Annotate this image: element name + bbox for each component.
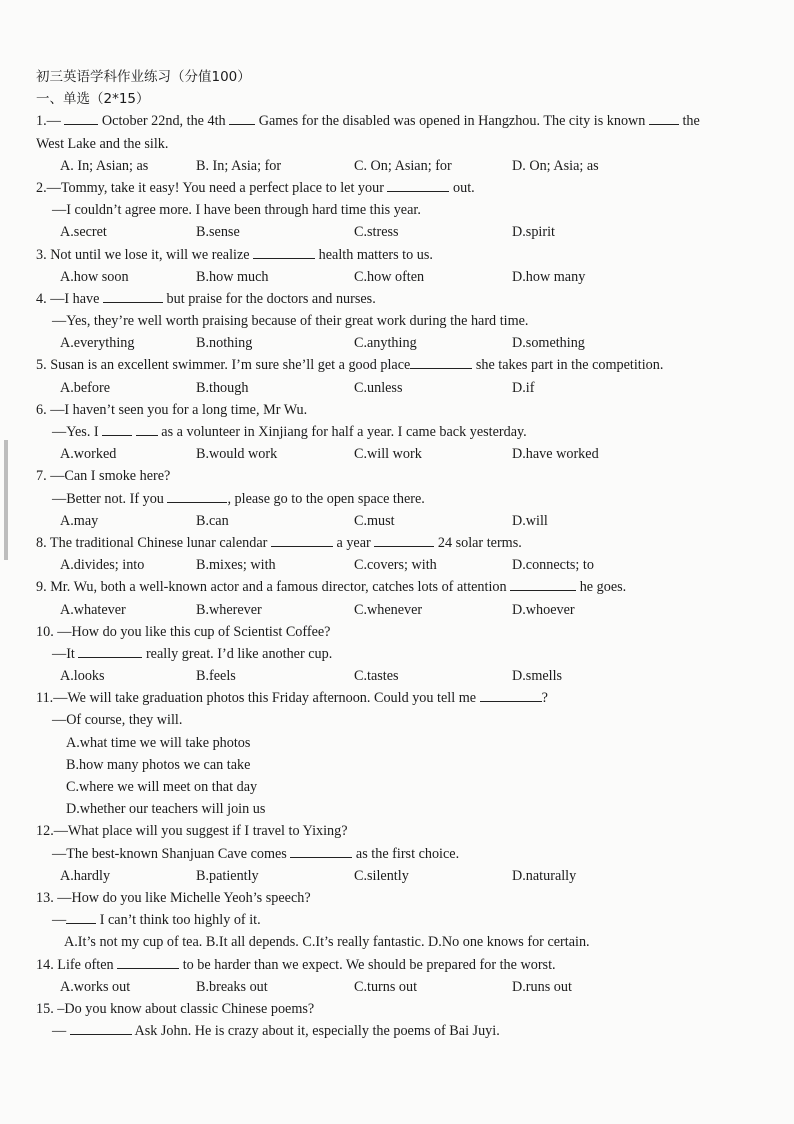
- option-b[interactable]: B.mixes; with: [196, 557, 276, 574]
- options-row: [36, 443, 766, 465]
- options-row: [36, 510, 766, 532]
- question-stem-continued: [36, 909, 766, 931]
- option-d[interactable]: D.spirit: [512, 224, 555, 241]
- question-6: [36, 399, 766, 466]
- options-row: [36, 221, 766, 243]
- option-a[interactable]: A.may: [60, 512, 99, 529]
- option-d[interactable]: D.if: [512, 379, 535, 396]
- option-c[interactable]: C.how often: [354, 268, 425, 285]
- option-d[interactable]: D.smells: [512, 668, 563, 685]
- question-stem: [36, 687, 766, 709]
- answer-blank[interactable]: [136, 421, 158, 436]
- question-text: October 22nd, the 4th: [98, 113, 230, 130]
- option-c[interactable]: C.tastes: [354, 668, 399, 685]
- question-stem-continued: [36, 843, 766, 865]
- question-text: —It: [52, 645, 79, 662]
- question-text: 13. —How do you like Michelle Yeoh’s speech?: [36, 889, 311, 906]
- question-text: 15. –Do you know about classic Chinese poems?: [36, 1000, 315, 1017]
- question-text: 24 solar terms.: [434, 534, 522, 551]
- question-stem-continued: —I couldn’t agree more. I have been through hard time this year.: [52, 202, 421, 219]
- answer-blank[interactable]: [290, 843, 352, 858]
- question-text: —Better not. If you: [52, 490, 168, 507]
- option-d[interactable]: D.whether our teachers will join us: [66, 801, 266, 818]
- option-c[interactable]: C. On; Asian; for: [354, 157, 452, 174]
- answer-blank[interactable]: [103, 288, 163, 303]
- option-c[interactable]: C.covers; with: [354, 557, 437, 574]
- option-d[interactable]: D.naturally: [512, 867, 577, 884]
- answer-blank[interactable]: [102, 421, 132, 436]
- question-text: Games for the disabled was opened in Hangzhou. The city is known: [255, 113, 649, 130]
- question-text: as the first choice.: [352, 845, 460, 862]
- question-text: 11.—We will take graduation photos this Friday afternoon. Could you tell me: [36, 690, 480, 707]
- option-a[interactable]: A.hardly: [60, 867, 111, 884]
- option-c[interactable]: C.stress: [354, 224, 399, 241]
- question-10: [36, 621, 766, 688]
- question-text: I can’t think too highly of it.: [96, 912, 261, 929]
- question-text: 3. Not until we lose it, will we realize: [36, 246, 254, 263]
- question-stem-continued: —Of course, they will.: [52, 712, 183, 729]
- question-stem: [36, 576, 766, 598]
- question-stem-continued: [36, 488, 766, 510]
- options-row: [36, 266, 766, 288]
- question-stem: [36, 399, 766, 421]
- answer-blank[interactable]: [229, 110, 255, 125]
- option-a[interactable]: A.works out: [60, 978, 131, 995]
- question-stem: [36, 998, 766, 1020]
- question-text: —Yes. I: [52, 424, 103, 440]
- scan-edge-mark: [4, 440, 8, 560]
- question-text: —: [52, 912, 67, 929]
- question-stem: [36, 954, 766, 976]
- question-text: —: [52, 1023, 70, 1040]
- options-row: [36, 976, 766, 998]
- option-b[interactable]: B.nothing: [196, 335, 253, 352]
- option-b[interactable]: B.though: [196, 379, 249, 396]
- option-a[interactable]: A.secret: [60, 224, 107, 241]
- question-text: —The best-known Shanjuan Cave comes: [52, 845, 291, 862]
- options-row: A.It’s not my cup of tea. B.It all depends. C.It’s really fantastic. D.No one knows for certain.: [64, 934, 590, 951]
- option-d[interactable]: D.have worked: [512, 446, 599, 463]
- question-text: 14. Life often: [36, 956, 118, 973]
- question-13: [36, 887, 766, 954]
- option-c[interactable]: C.unless: [354, 379, 403, 396]
- question-9: [36, 576, 766, 620]
- question-stem: [36, 354, 766, 376]
- option-a[interactable]: A.whatever: [60, 601, 126, 618]
- question-text: 4. —I have: [36, 290, 103, 307]
- question-stem: [36, 465, 766, 487]
- options-row: [36, 865, 766, 887]
- option-b[interactable]: B.how much: [196, 268, 269, 285]
- option-a[interactable]: A.what time we will take photos: [66, 734, 251, 751]
- option-a[interactable]: A.how soon: [60, 268, 129, 285]
- option-b[interactable]: B.sense: [196, 224, 240, 241]
- answer-blank[interactable]: [64, 110, 98, 125]
- question-text: 2.—Tommy, take it easy! You need a perfect place to let your: [36, 179, 388, 196]
- option-d[interactable]: D.something: [512, 335, 585, 352]
- option-a[interactable]: A. In; Asian; as: [60, 157, 149, 174]
- answer-blank[interactable]: [410, 354, 472, 369]
- question-stem: [36, 288, 766, 310]
- question-stem-continued: [36, 643, 766, 665]
- question-stem-continued: West Lake and the silk.: [36, 135, 169, 152]
- question-text: really great. I’d like another cup.: [142, 645, 333, 662]
- answer-blank[interactable]: [271, 532, 333, 547]
- question-stem: [36, 621, 766, 643]
- options-row: [36, 332, 766, 354]
- option-b[interactable]: B.patiently: [196, 867, 259, 884]
- question-text: health matters to us.: [315, 246, 433, 263]
- answer-blank[interactable]: [117, 954, 179, 969]
- option-c[interactable]: C.silently: [354, 867, 409, 884]
- answer-blank[interactable]: [387, 177, 449, 192]
- exercise-sheet: [36, 66, 766, 1042]
- option-c[interactable]: C.anything: [354, 335, 417, 352]
- question-stem-continued: [36, 1020, 766, 1042]
- option-b[interactable]: B.how many photos we can take: [66, 756, 251, 773]
- question-2: [36, 177, 766, 244]
- option-a[interactable]: A.divides; into: [60, 557, 145, 574]
- options-row: [36, 155, 766, 177]
- question-text: the: [678, 113, 700, 130]
- question-stem: [36, 532, 766, 554]
- question-stem-continued: [36, 421, 766, 443]
- option-b[interactable]: B. In; Asia; for: [196, 157, 282, 174]
- options-row: [36, 665, 766, 687]
- question-12: [36, 820, 766, 887]
- option-a[interactable]: A.looks: [60, 668, 105, 685]
- question-text: 7. —Can I smoke here?: [36, 468, 171, 485]
- page-title: 初三英语学科作业练习（分值100）: [36, 69, 251, 85]
- question-text: 8. The traditional Chinese lunar calendar: [36, 534, 271, 551]
- question-text: 5. Susan is an excellent swimmer. I’m sure she’ll get a good place: [36, 357, 411, 374]
- question-text: , please go to the open space there.: [227, 490, 425, 507]
- question-stem-continued: —Yes, they’re well worth praising because of their great work during the hard time.: [52, 313, 529, 330]
- question-8: [36, 532, 766, 576]
- question-text: 1.—: [36, 113, 65, 130]
- answer-blank[interactable]: [70, 1020, 132, 1035]
- question-3: [36, 244, 766, 288]
- options-row: [36, 377, 766, 399]
- question-text: as a volunteer in Xinjiang for half a year. I came back yesterday.: [157, 424, 527, 440]
- answer-blank[interactable]: [510, 576, 576, 591]
- question-text: but praise for the doctors and nurses.: [162, 290, 376, 307]
- option-b[interactable]: B.feels: [196, 668, 236, 685]
- question-text: out.: [449, 179, 475, 196]
- question-text: 12.—What place will you suggest if I travel to Yixing?: [36, 823, 348, 840]
- option-d[interactable]: D.how many: [512, 268, 586, 285]
- answer-blank[interactable]: [480, 687, 542, 702]
- question-text: a year: [332, 534, 375, 551]
- option-d[interactable]: D.connects; to: [512, 557, 594, 574]
- option-c[interactable]: C.where we will meet on that day: [66, 779, 258, 795]
- option-c[interactable]: C.turns out: [354, 978, 418, 995]
- option-b[interactable]: B.wherever: [196, 601, 262, 618]
- option-d[interactable]: D.runs out: [512, 978, 572, 995]
- answer-blank[interactable]: [167, 488, 227, 503]
- option-b[interactable]: B.can: [196, 512, 229, 529]
- question-text: Ask John. He is crazy about it, especially the poems of Bai Juyi.: [131, 1023, 500, 1040]
- question-stem: [36, 887, 766, 909]
- question-15: [36, 998, 766, 1042]
- answer-blank[interactable]: [66, 909, 96, 924]
- option-a[interactable]: A.worked: [60, 446, 117, 463]
- option-d[interactable]: D.will: [512, 512, 548, 529]
- answer-blank[interactable]: [253, 244, 315, 259]
- option-c[interactable]: C.will work: [354, 446, 422, 463]
- question-text: 10. —How do you like this cup of Scientist Coffee?: [36, 623, 331, 640]
- section-heading: 一、单选（2*15）: [36, 91, 150, 108]
- option-b[interactable]: B.would work: [196, 446, 278, 463]
- question-11: [36, 687, 766, 820]
- question-stem: [36, 110, 766, 132]
- question-1: [36, 110, 766, 177]
- option-c[interactable]: C.whenever: [354, 601, 423, 618]
- question-7: [36, 465, 766, 532]
- question-text: ?: [541, 690, 548, 707]
- question-list: [36, 110, 766, 1042]
- answer-blank[interactable]: [78, 643, 142, 658]
- question-stem: [36, 244, 766, 266]
- option-a[interactable]: A.before: [60, 379, 111, 396]
- option-a[interactable]: A.everything: [60, 335, 135, 352]
- options-row: [36, 554, 766, 576]
- question-14: [36, 954, 766, 998]
- question-text: 9. Mr. Wu, both a well-known actor and a famous director, catches lots of attention: [36, 579, 511, 596]
- question-text: to be harder than we expect. We should be prepared for the worst.: [179, 956, 556, 973]
- answer-blank[interactable]: [649, 110, 679, 125]
- answer-blank[interactable]: [374, 532, 434, 547]
- option-d[interactable]: D.whoever: [512, 601, 575, 618]
- question-stem: [36, 177, 766, 199]
- options-row: [36, 599, 766, 621]
- question-4: [36, 288, 766, 355]
- question-text: he goes.: [576, 579, 627, 596]
- question-5: [36, 354, 766, 398]
- option-d[interactable]: D. On; Asia; as: [512, 157, 599, 174]
- question-stem: [36, 820, 766, 842]
- question-text: she takes part in the competition.: [472, 357, 664, 374]
- option-b[interactable]: B.breaks out: [196, 978, 268, 995]
- option-c[interactable]: C.must: [354, 512, 395, 529]
- question-text: 6. —I haven’t seen you for a long time, Mr Wu.: [36, 401, 308, 418]
